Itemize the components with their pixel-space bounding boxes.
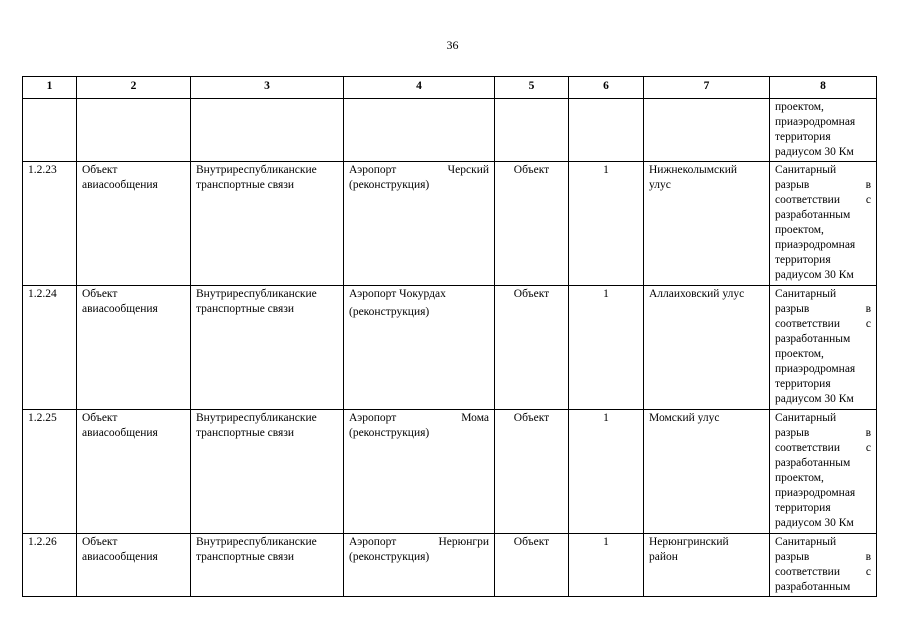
location-cell xyxy=(644,162,770,286)
table-cell xyxy=(495,99,569,162)
zone-text: разрыв xyxy=(775,303,810,315)
zone-text: разрыв xyxy=(775,551,810,563)
object-name-cell xyxy=(344,286,495,410)
column-header: 7 xyxy=(644,77,770,99)
table-row xyxy=(23,162,877,286)
zone-text: территория xyxy=(775,502,831,514)
row-number: 1.2.25 xyxy=(23,410,77,534)
purpose-text: Внутриреспубликанские xyxy=(196,288,317,300)
zone-text: приаэродромная xyxy=(775,116,856,128)
object-type-text: авиасообщения xyxy=(82,551,158,563)
zone-text: с xyxy=(865,318,871,330)
zone-text: Санитарный xyxy=(775,536,837,548)
zone-text: радиусом 30 Км xyxy=(775,517,854,529)
quantity-cell: 1 xyxy=(569,286,644,410)
column-header: 5 xyxy=(495,77,569,99)
zone-text: в xyxy=(865,303,871,315)
zone-text: разработанным xyxy=(775,209,851,221)
zone-text: разработанным xyxy=(775,457,851,469)
object-name-cell xyxy=(344,162,495,286)
object-type-cell xyxy=(77,410,191,534)
zone-text: разрыв xyxy=(775,427,810,439)
table-row xyxy=(23,534,877,597)
purpose-cell xyxy=(191,410,344,534)
zone-text: проектом, xyxy=(775,224,824,236)
zone-text: приаэродромная xyxy=(775,239,856,251)
table-cell xyxy=(77,99,191,162)
zone-cell xyxy=(770,286,877,410)
zone-text: Санитарный xyxy=(775,412,837,424)
zone-text: проектом, xyxy=(775,101,824,113)
object-name-text: (реконструкция) xyxy=(349,427,430,439)
object-name-text: (реконструкция) xyxy=(349,551,430,563)
zone-text: в xyxy=(865,427,871,439)
zone-text: соответствии xyxy=(775,194,840,206)
object-name-cell xyxy=(344,534,495,597)
object-name-text: Аэропорт Чокурдах xyxy=(349,288,446,300)
zone-text: проектом, xyxy=(775,348,824,360)
zone-text: соответствии xyxy=(775,442,840,454)
column-header: 8 xyxy=(770,77,877,99)
table-row xyxy=(23,286,877,410)
table-cell xyxy=(344,99,495,162)
zone-text: территория xyxy=(775,131,831,143)
purpose-text: транспортные связи xyxy=(196,551,295,563)
zone-text: в xyxy=(865,551,871,563)
object-name-text: Нерюнгри xyxy=(438,536,489,548)
unit-cell: Объект xyxy=(495,534,569,597)
quantity-cell: 1 xyxy=(569,410,644,534)
zone-text: в xyxy=(865,179,871,191)
unit-cell: Объект xyxy=(495,410,569,534)
zone-text: с xyxy=(865,566,871,578)
purpose-text: транспортные связи xyxy=(196,303,295,315)
row-number: 1.2.24 xyxy=(23,286,77,410)
column-header: 6 xyxy=(569,77,644,99)
object-type-text: Объект xyxy=(82,412,118,424)
purpose-text: транспортные связи xyxy=(196,179,295,191)
column-header: 3 xyxy=(191,77,344,99)
object-type-cell xyxy=(77,162,191,286)
object-name-text: Аэропорт xyxy=(349,164,397,176)
zone-text: с xyxy=(865,442,871,454)
table-cell xyxy=(23,99,77,162)
table-cell xyxy=(191,99,344,162)
table-cell xyxy=(644,99,770,162)
object-type-cell xyxy=(77,534,191,597)
quantity-cell: 1 xyxy=(569,162,644,286)
document-table xyxy=(22,76,877,597)
table-row xyxy=(23,410,877,534)
location-cell xyxy=(644,534,770,597)
zone-text: Санитарный xyxy=(775,288,837,300)
zone-cell xyxy=(770,99,877,162)
zone-text: приаэродромная xyxy=(775,487,856,499)
purpose-text: Внутриреспубликанские xyxy=(196,536,317,548)
object-name-text: (реконструкция) xyxy=(349,179,430,191)
zone-text: соответствии xyxy=(775,566,840,578)
location-text: улус xyxy=(649,179,671,191)
zone-text: проектом, xyxy=(775,472,824,484)
object-name-text: (реконструкция) xyxy=(349,306,430,318)
object-type-text: авиасообщения xyxy=(82,179,158,191)
object-type-text: Объект xyxy=(82,536,118,548)
table-cell xyxy=(569,99,644,162)
zone-text: приаэродромная xyxy=(775,363,856,375)
object-name-text: Аэропорт xyxy=(349,412,397,424)
location-cell xyxy=(644,410,770,534)
zone-text: с xyxy=(865,194,871,206)
zone-cell xyxy=(770,410,877,534)
location-text: Нерюнгринский xyxy=(649,536,729,548)
zone-text: территория xyxy=(775,378,831,390)
object-type-text: авиасообщения xyxy=(82,303,158,315)
location-text: Нижнеколымский xyxy=(649,164,738,176)
purpose-text: транспортные связи xyxy=(196,427,295,439)
row-number: 1.2.26 xyxy=(23,534,77,597)
zone-text: разработанным xyxy=(775,333,851,345)
unit-cell: Объект xyxy=(495,286,569,410)
object-type-text: авиасообщения xyxy=(82,427,158,439)
zone-cell xyxy=(770,162,877,286)
purpose-text: Внутриреспубликанские xyxy=(196,412,317,424)
purpose-cell xyxy=(191,162,344,286)
column-header: 4 xyxy=(344,77,495,99)
unit-cell: Объект xyxy=(495,162,569,286)
object-type-text: Объект xyxy=(82,164,118,176)
zone-text: территория xyxy=(775,254,831,266)
purpose-cell xyxy=(191,286,344,410)
zone-text: разрыв xyxy=(775,179,810,191)
object-name-text: Черский xyxy=(447,164,489,176)
column-header: 1 xyxy=(23,77,77,99)
continuation-row xyxy=(23,99,877,162)
zone-text: радиусом 30 Км xyxy=(775,393,854,405)
zone-cell xyxy=(770,534,877,597)
row-number: 1.2.23 xyxy=(23,162,77,286)
location-cell xyxy=(644,286,770,410)
location-text: район xyxy=(649,551,678,563)
purpose-text: Внутриреспубликанские xyxy=(196,164,317,176)
location-text: Момский улус xyxy=(649,412,720,424)
column-header: 2 xyxy=(77,77,191,99)
zone-text: соответствии xyxy=(775,318,840,330)
object-name-text: Мома xyxy=(461,412,489,424)
location-text: Аллаиховский улус xyxy=(649,288,745,300)
zone-text: радиусом 30 Км xyxy=(775,269,854,281)
zone-text: радиусом 30 Км xyxy=(775,146,854,158)
page-number: 36 xyxy=(446,38,459,52)
quantity-cell: 1 xyxy=(569,534,644,597)
object-name-cell xyxy=(344,410,495,534)
zone-text: разработанным xyxy=(775,581,851,593)
purpose-cell xyxy=(191,534,344,597)
object-name-text: Аэропорт xyxy=(349,536,397,548)
header-row xyxy=(23,77,877,99)
object-type-text: Объект xyxy=(82,288,118,300)
zone-text: Санитарный xyxy=(775,164,837,176)
object-type-cell xyxy=(77,286,191,410)
